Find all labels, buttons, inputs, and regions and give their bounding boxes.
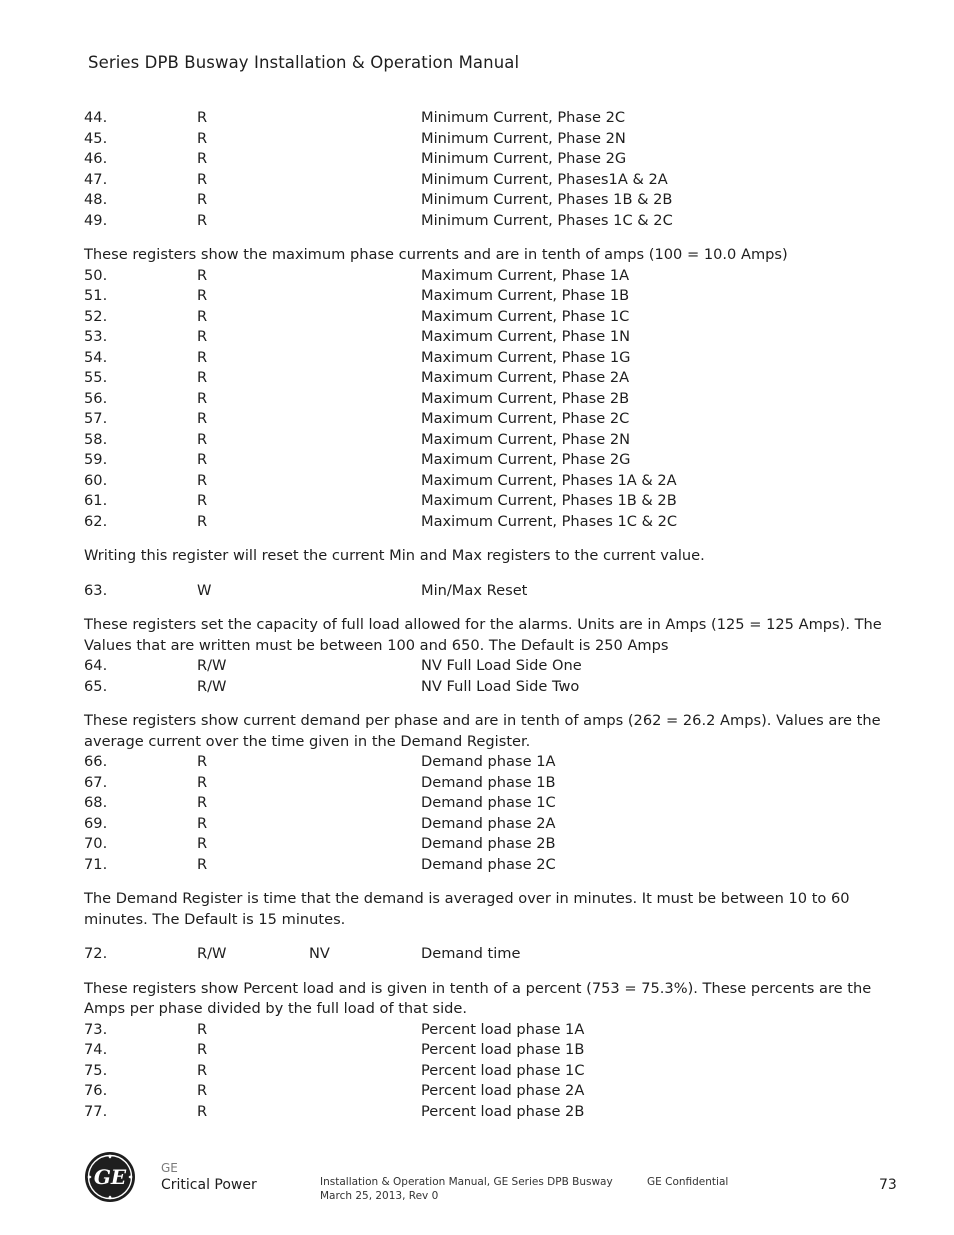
description-paragraph: Writing this register will reset the current Min and Max registers to the current value. <box>84 547 705 564</box>
register-description: Maximum Current, Phase 1G <box>421 348 631 366</box>
logo-lettering: GE <box>93 1165 127 1189</box>
register-number: 61. <box>84 492 108 509</box>
register-access: R <box>197 451 208 468</box>
register-row <box>84 266 884 287</box>
register-row <box>84 944 884 965</box>
footer-manual-date: March 25, 2013, Rev 0 <box>320 1190 439 1202</box>
register-description: Demand phase 2A <box>421 814 556 832</box>
register-row <box>84 430 884 451</box>
register-description: Demand phase 2C <box>421 855 556 873</box>
register-number: 65. <box>84 677 108 695</box>
register-row <box>84 409 884 430</box>
register-row <box>84 450 884 471</box>
register-access: R <box>197 814 208 832</box>
register-access: R <box>197 1041 208 1058</box>
description-paragraph: These registers show current demand per phase and are in tenth of amps (262 = 26.2 Amps). Values are the average current over the time given in the Demand Register. <box>84 712 881 750</box>
register-number: 53. <box>84 328 108 345</box>
register-row <box>84 834 884 855</box>
footer-manual-title: Installation & Operation Manual, GE Series DPB Busway <box>320 1176 613 1188</box>
register-number: 62. <box>84 512 108 530</box>
register-access: R <box>197 410 208 427</box>
register-access: R <box>197 753 208 770</box>
register-description: Minimum Current, Phases 1B & 2B <box>421 191 673 208</box>
register-group <box>84 266 884 533</box>
register-number: 76. <box>84 1082 108 1099</box>
register-description: Percent load phase 2A <box>421 1082 585 1099</box>
description-paragraph: The Demand Register is time that the demand is averaged over in minutes. It must be between 10 to 60 minutes. The Default is 15 minutes. <box>84 890 850 928</box>
register-description: NV Full Load Side One <box>421 657 582 674</box>
register-access: R/W <box>197 657 227 674</box>
register-group <box>84 1020 884 1123</box>
register-row <box>84 1081 884 1102</box>
footer-division: Critical Power <box>161 1177 257 1193</box>
register-row <box>84 348 884 369</box>
register-description: Demand time <box>421 945 521 962</box>
register-row <box>84 307 884 328</box>
register-number: 59. <box>84 451 108 468</box>
register-number: 47. <box>84 170 108 188</box>
register-row <box>84 793 884 814</box>
register-description: Min/Max Reset <box>421 581 528 599</box>
register-access: R <box>197 211 208 229</box>
register-row <box>84 108 884 129</box>
register-description: Minimum Current, Phase 2N <box>421 129 626 147</box>
register-row <box>84 389 884 410</box>
register-description: Minimum Current, Phases1A & 2A <box>421 170 668 188</box>
register-access: R/W <box>197 677 227 695</box>
register-row <box>84 752 884 773</box>
register-row <box>84 149 884 170</box>
register-number: 63. <box>84 581 108 599</box>
register-description: Maximum Current, Phases 1B & 2B <box>421 492 677 509</box>
register-number: 44. <box>84 109 108 126</box>
register-description: Maximum Current, Phases 1C & 2C <box>421 512 678 530</box>
register-number: 64. <box>84 657 108 674</box>
register-number: 45. <box>84 129 108 147</box>
register-row <box>84 581 884 602</box>
register-description: Maximum Current, Phase 1B <box>421 287 630 304</box>
register-access: R <box>197 512 208 530</box>
register-number: 74. <box>84 1041 108 1058</box>
description-paragraph: These registers show the maximum phase currents and are in tenth of amps (100 = 10.0 Amps) <box>84 246 788 263</box>
register-row <box>84 1040 884 1061</box>
register-row <box>84 129 884 150</box>
register-description: Demand phase 1A <box>421 753 556 770</box>
register-access: R <box>197 170 208 188</box>
register-description: Maximum Current, Phases 1A & 2A <box>421 471 677 489</box>
footer-confidential: GE Confidential <box>647 1176 729 1188</box>
register-row <box>84 1020 884 1041</box>
register-number: 66. <box>84 753 108 770</box>
register-description: Minimum Current, Phase 2G <box>421 150 627 167</box>
register-row <box>84 471 884 492</box>
register-description: Percent load phase 2B <box>421 1102 585 1120</box>
register-number: 68. <box>84 794 108 811</box>
register-description: NV Full Load Side Two <box>421 677 580 695</box>
register-access: W <box>197 581 212 599</box>
page-number: 73 <box>879 1177 897 1193</box>
register-description: Demand phase 1C <box>421 794 556 811</box>
register-number: 55. <box>84 369 108 386</box>
register-access: R <box>197 109 208 126</box>
register-description: Demand phase 1B <box>421 773 556 791</box>
register-access: R <box>197 389 208 407</box>
register-description: Minimum Current, Phase 2C <box>421 109 626 126</box>
register-access: R <box>197 1102 208 1120</box>
register-access: R <box>197 150 208 167</box>
register-access: R <box>197 266 208 284</box>
register-access: R/W <box>197 945 227 962</box>
register-row <box>84 855 884 876</box>
register-number: 71. <box>84 855 108 873</box>
ge-logo-icon <box>84 1151 136 1203</box>
register-access: R <box>197 369 208 386</box>
page-header-title: Series DPB Busway Installation & Operation Manual <box>88 53 520 72</box>
register-access: R <box>197 348 208 366</box>
register-group <box>84 108 884 231</box>
register-number: 48. <box>84 191 108 208</box>
register-access: R <box>197 835 208 852</box>
register-description: Percent load phase 1B <box>421 1041 585 1058</box>
register-number: 77. <box>84 1102 108 1120</box>
register-access: R <box>197 287 208 304</box>
register-row <box>84 677 884 698</box>
footer-company: GE <box>161 1161 178 1175</box>
register-number: 54. <box>84 348 108 366</box>
register-access: R <box>197 430 208 448</box>
register-number: 57. <box>84 410 108 427</box>
register-row <box>84 814 884 835</box>
register-description: Maximum Current, Phase 1A <box>421 266 630 284</box>
register-access: R <box>197 492 208 509</box>
register-access: R <box>197 1082 208 1099</box>
register-description: Demand phase 2B <box>421 835 556 852</box>
register-description: Percent load phase 1A <box>421 1020 585 1038</box>
register-group <box>84 944 884 965</box>
register-row <box>84 368 884 389</box>
register-nv-flag: NV <box>309 945 330 962</box>
register-number: 72. <box>84 945 108 962</box>
register-access: R <box>197 1020 208 1038</box>
register-number: 46. <box>84 150 108 167</box>
register-description: Minimum Current, Phases 1C & 2C <box>421 211 673 229</box>
register-description: Maximum Current, Phase 2B <box>421 389 630 407</box>
register-number: 67. <box>84 773 108 791</box>
register-access: R <box>197 191 208 208</box>
register-access: R <box>197 1061 208 1079</box>
register-row <box>84 512 884 533</box>
register-row <box>84 773 884 794</box>
register-row <box>84 286 884 307</box>
register-row <box>84 327 884 348</box>
register-row <box>84 656 884 677</box>
register-number: 50. <box>84 266 108 284</box>
register-number: 73. <box>84 1020 108 1038</box>
register-group <box>84 581 884 602</box>
register-list <box>84 108 884 1122</box>
register-number: 69. <box>84 814 108 832</box>
register-access: R <box>197 328 208 345</box>
register-number: 49. <box>84 211 108 229</box>
register-row <box>84 491 884 512</box>
register-description: Maximum Current, Phase 2N <box>421 430 631 448</box>
register-row <box>84 1102 884 1123</box>
register-row <box>84 170 884 191</box>
register-access: R <box>197 855 208 873</box>
register-description: Maximum Current, Phase 2C <box>421 410 630 427</box>
register-number: 58. <box>84 430 108 448</box>
register-number: 70. <box>84 835 108 852</box>
register-number: 60. <box>84 471 108 489</box>
register-description: Maximum Current, Phase 1N <box>421 328 631 345</box>
register-number: 51. <box>84 287 108 304</box>
register-description: Percent load phase 1C <box>421 1061 585 1079</box>
register-group <box>84 752 884 875</box>
register-access: R <box>197 471 208 489</box>
register-number: 52. <box>84 307 108 325</box>
register-number: 56. <box>84 389 108 407</box>
description-paragraph: These registers set the capacity of full load allowed for the alarms. Units are in Amps (125 = 125 Amps). The Values that are written must be between 100 and 650. The Default is 250 Amps <box>84 616 882 654</box>
register-access: R <box>197 307 208 325</box>
register-number: 75. <box>84 1061 108 1079</box>
register-row <box>84 211 884 232</box>
register-access: R <box>197 129 208 147</box>
register-access: R <box>197 794 208 811</box>
register-group <box>84 656 884 697</box>
page-footer <box>0 1145 954 1215</box>
register-access: R <box>197 773 208 791</box>
register-description: Maximum Current, Phase 2G <box>421 451 631 468</box>
register-row <box>84 1061 884 1082</box>
register-row <box>84 190 884 211</box>
description-paragraph: These registers show Percent load and is given in tenth of a percent (753 = 75.3%). These percents are the Amps per phase divided by the full load of that side. <box>84 979 872 1017</box>
register-description: Maximum Current, Phase 1C <box>421 307 630 325</box>
register-description: Maximum Current, Phase 2A <box>421 369 630 386</box>
